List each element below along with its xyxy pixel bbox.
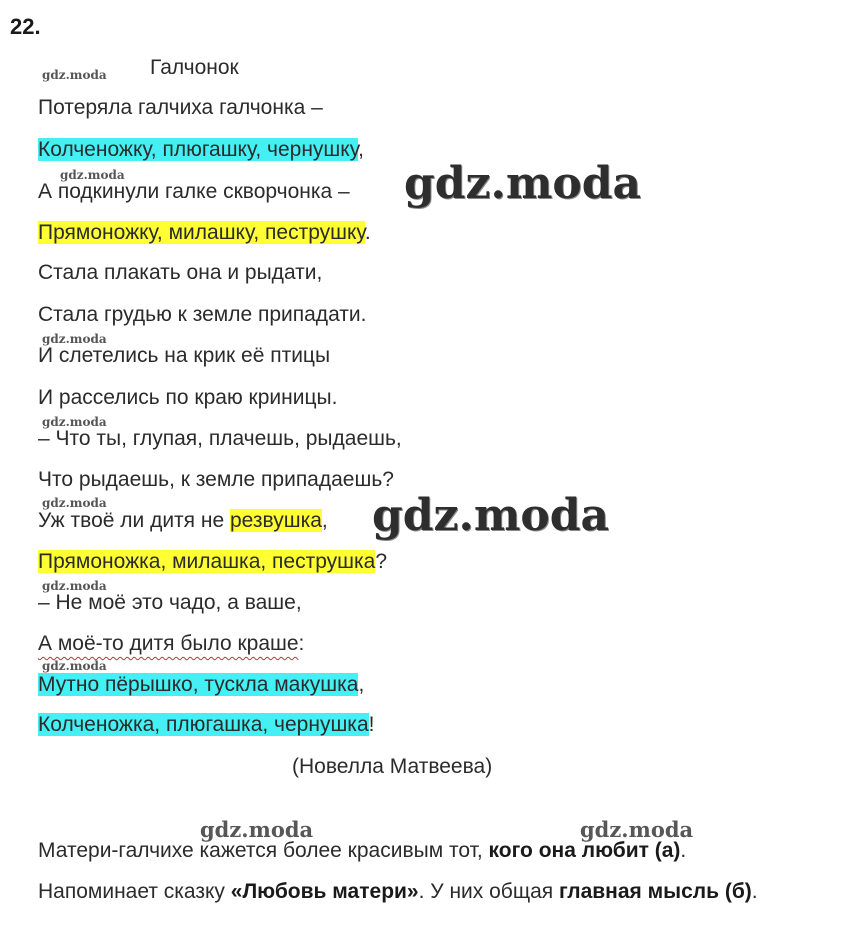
highlight-cyan: Колченожка, плюгашка, чернушка <box>38 713 369 736</box>
watermark: gdz.moda <box>42 68 107 82</box>
poem-line: – Что ты, глупая, плачешь, рыдаешь, <box>38 427 402 450</box>
poem-line: И слетелись на крик её птицы <box>38 344 331 367</box>
watermark: gdz.moda <box>42 332 107 346</box>
watermark: gdz.moda <box>42 415 107 429</box>
watermark: gdz.moda <box>60 168 125 182</box>
poem-line: Колченожку, плюгашку, чернушку, <box>38 138 364 161</box>
poem-line: И расселись по краю криницы. <box>38 386 338 409</box>
highlight-yellow: Прямоножку, милашку, пеструшку <box>38 221 365 244</box>
poem-line: Уж твоё ли дитя не резвушка, <box>38 509 328 532</box>
poem-line: А моё-то дитя было краше: <box>38 632 305 655</box>
poem-line: Стала плакать она и рыдати, <box>38 261 323 284</box>
poem-line: Колченожка, плюгашка, чернушка! <box>38 713 375 736</box>
poem-line: А подкинули галке скворчонка – <box>38 180 350 203</box>
poem-line: Прямоножку, милашку, пеструшку. <box>38 221 371 244</box>
poem-line: Что рыдаешь, к земле припадаешь? <box>38 468 394 491</box>
watermark: gdz.moda <box>42 659 107 673</box>
watermark: gdz.moda <box>42 579 107 593</box>
watermark: gdz.moda <box>372 490 610 541</box>
poem-line: Стала грудью к земле припадати. <box>38 303 367 326</box>
answer-paragraph-b: Напоминает сказку «Любовь матери». У них общая главная мысль (б). <box>38 880 758 903</box>
highlight-cyan: Мутно пёрышко, тускла макушка <box>38 673 359 696</box>
highlight-cyan: Колченожку, плюгашку, чернушку <box>38 138 359 161</box>
poem-author: (Новелла Матвеева) <box>292 755 493 778</box>
poem-line: Потеряла галчиха галчонка – <box>38 96 323 119</box>
wavy-underline: А моё-то дитя было краше <box>38 632 299 655</box>
answer-paragraph-a: Матери-галчихе кажется более красивым тот, кого она любит (а). <box>38 839 687 862</box>
poem-line: Мутно пёрышко, тускла макушка, <box>38 673 365 696</box>
poem-line: – Не моё это чадо, а ваше, <box>38 591 302 614</box>
highlight-yellow: резвушка <box>230 509 322 532</box>
watermark: gdz.moda <box>580 817 694 842</box>
watermark: gdz.moda <box>200 817 314 842</box>
highlight-yellow: Прямоножка, милашка, пеструшка <box>38 550 376 573</box>
poem-line: Прямоножка, милашка, пеструшка? <box>38 550 388 573</box>
poem-title: Галчонок <box>150 56 239 79</box>
task-number: 22. <box>10 14 41 39</box>
watermark: gdz.moda <box>404 158 642 209</box>
watermark: gdz.moda <box>42 496 107 510</box>
